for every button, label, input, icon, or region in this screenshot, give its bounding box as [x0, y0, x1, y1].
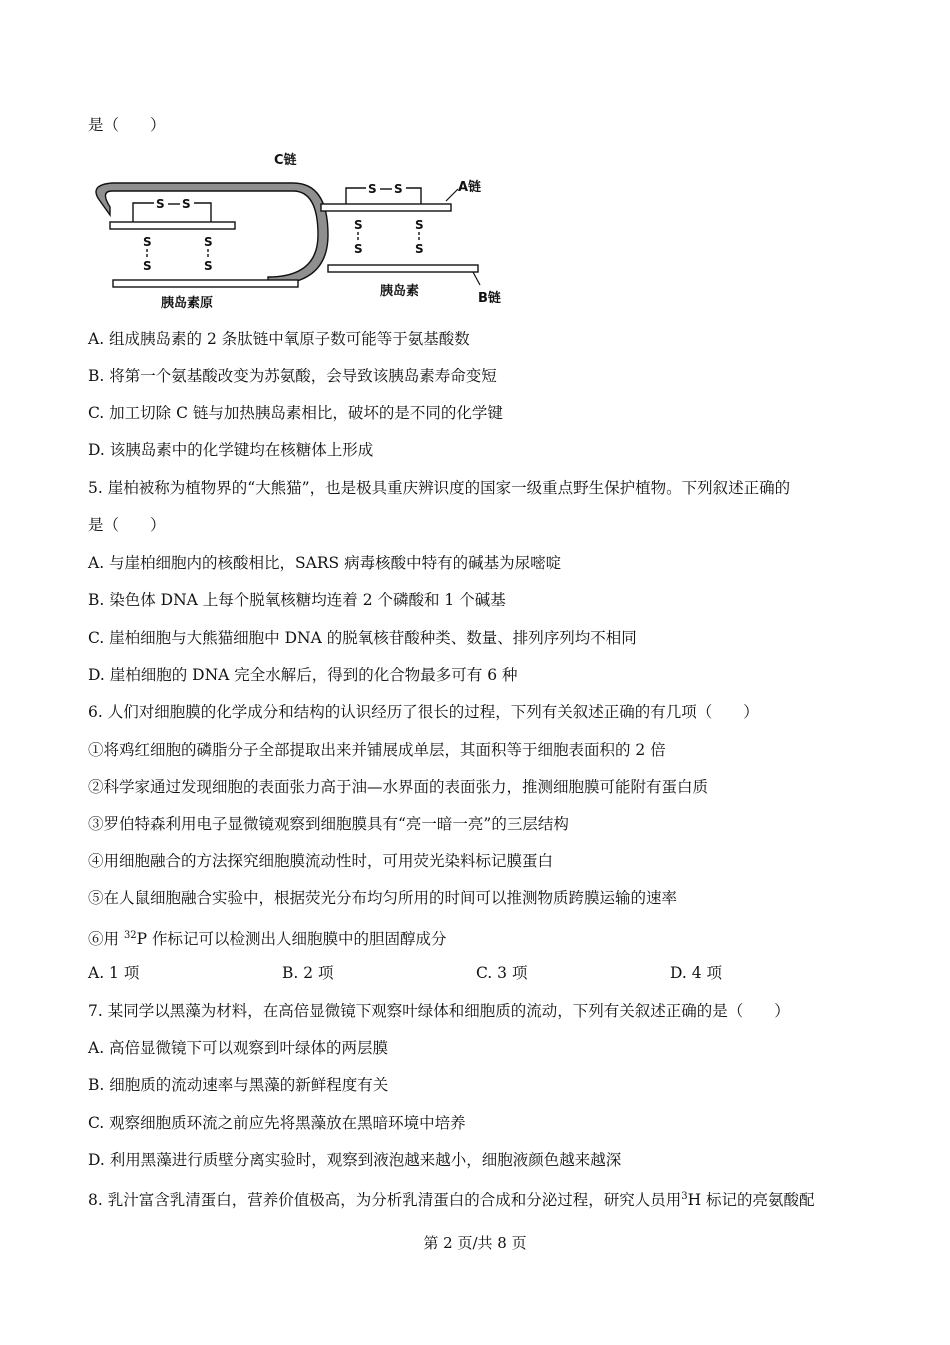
q4-option-a: A. 组成胰岛素的 2 条肽链中氧原子数可能等于氨基酸数: [88, 330, 470, 348]
q4-option-c: C. 加工切除 C 链与加热胰岛素相比，破坏的是不同的化学键: [88, 404, 503, 422]
s-atom-label: S: [204, 259, 213, 273]
s-atom-label: S: [143, 259, 152, 273]
q7-option-d: D. 利用黑藻进行质壁分离实验时，观察到液泡越来越小，细胞液颜色越来越深: [88, 1151, 622, 1169]
s-atom-label: S: [354, 218, 363, 232]
proinsulin-a-chain-bar: [110, 222, 235, 229]
q6-item-5: ⑤在人鼠细胞融合实验中，根据荧光分布均匀所用的时间可以推测物质跨膜运输的速率: [88, 889, 678, 907]
q6-item-2: ②科学家通过发现细胞的表面张力高于油—水界面的表面张力，推测细胞膜可能附有蛋白质: [88, 778, 709, 796]
q5-option-a: A. 与崖柏细胞内的核酸相比，SARS 病毒核酸中特有的碱基为尿嘧啶: [88, 554, 562, 572]
q7-stem: 7. 某同学以黑藻为材料，在高倍显微镜下观察叶绿体和细胞质的流动，下列有关叙述正确的是（ ）: [88, 1002, 790, 1020]
q6-item-3: ③罗伯特森利用电子显微镜观察到细胞膜具有“亮一暗一亮”的三层结构: [88, 815, 569, 833]
s-atom-label: S: [156, 197, 165, 211]
q7-option-a: A. 高倍显微镜下可以观察到叶绿体的两层膜: [88, 1039, 389, 1057]
s-atom-label: S: [415, 218, 424, 232]
q5-option-c: C. 崖柏细胞与大熊猫细胞中 DNA 的脱氧核苷酸种类、数量、排列序列均不相同: [88, 629, 637, 647]
q5-option-d: D. 崖柏细胞的 DNA 完全水解后，得到的化合物最多可有 6 种: [88, 666, 518, 684]
q6-option-c: C. 3 项: [476, 964, 528, 982]
c-chain-label: C链: [274, 153, 297, 168]
q5-option-b: B. 染色体 DNA 上每个脱氧核糖均连着 2 个磷酸和 1 个碱基: [88, 591, 506, 609]
proinsulin-label: 胰岛素原: [161, 296, 214, 311]
page-footer: 第 2 页/共 8 页: [423, 1234, 527, 1252]
q6-stem: 6. 人们对细胞膜的化学成分和结构的认识经历了很长的过程，下列有关叙述正确的有几项（ ）: [88, 703, 759, 721]
s-atom-label: S: [415, 242, 424, 256]
q8-stem: 8. 乳汁富含乳清蛋白，营养价值极高，为分析乳清蛋白的合成和分泌过程，研究人员用$^3$H 标记的亮氨酸配: [88, 1191, 815, 1209]
q7-option-c: C. 观察细胞质环流之前应先将黑藻放在黑暗环境中培养: [88, 1114, 466, 1132]
s-atom-label: S: [204, 235, 213, 249]
q6-item-4: ④用细胞融合的方法探究细胞膜流动性时，可用荧光染料标记膜蛋白: [88, 852, 554, 870]
proinsulin-b-chain-bar: [113, 280, 298, 287]
q4-option-b: B. 将第一个氨基酸改变为苏氨酸，会导致该胰岛素寿命变短: [88, 367, 497, 385]
s-atom-label: S: [368, 182, 377, 196]
q5-stem-line2: 是（ ）: [88, 516, 166, 534]
insulin-a-chain-bar: [321, 204, 451, 211]
q5-stem-line1: 5. 崖柏被称为植物界的“大熊猫”，也是极具重庆辨识度的国家一级重点野生保护植物。下列叙述正确的: [88, 479, 791, 497]
b-chain-label: B链: [478, 291, 501, 306]
q6-option-b: B. 2 项: [282, 964, 334, 982]
question-4-tail: 是（ ）: [88, 116, 166, 134]
a-chain-label: A链: [458, 180, 482, 195]
q6-item-1: ①将鸡红细胞的磷脂分子全部提取出来并铺展成单层，其面积等于细胞表面积的 2 倍: [88, 741, 666, 759]
s-atom-label: S: [394, 182, 403, 196]
q6-option-a: A. 1 项: [88, 964, 140, 982]
s-atom-label: S: [182, 197, 191, 211]
insulin-label: 胰岛素: [380, 284, 420, 299]
q7-option-b: B. 细胞质的流动速率与黑藻的新鲜程度有关: [88, 1076, 389, 1094]
q6-item-6: ⑥用 $^{32}$P 作标记可以检测出人细胞膜中的胆固醇成分: [88, 930, 447, 948]
q4-option-d: D. 该胰岛素中的化学键均在核糖体上形成: [88, 441, 374, 459]
s-atom-label: S: [354, 242, 363, 256]
s-atom-label: S: [143, 235, 152, 249]
q6-option-d: D. 4 项: [670, 964, 723, 982]
insulin-structure-diagram: [88, 145, 518, 313]
insulin-b-chain-bar: [328, 265, 478, 272]
